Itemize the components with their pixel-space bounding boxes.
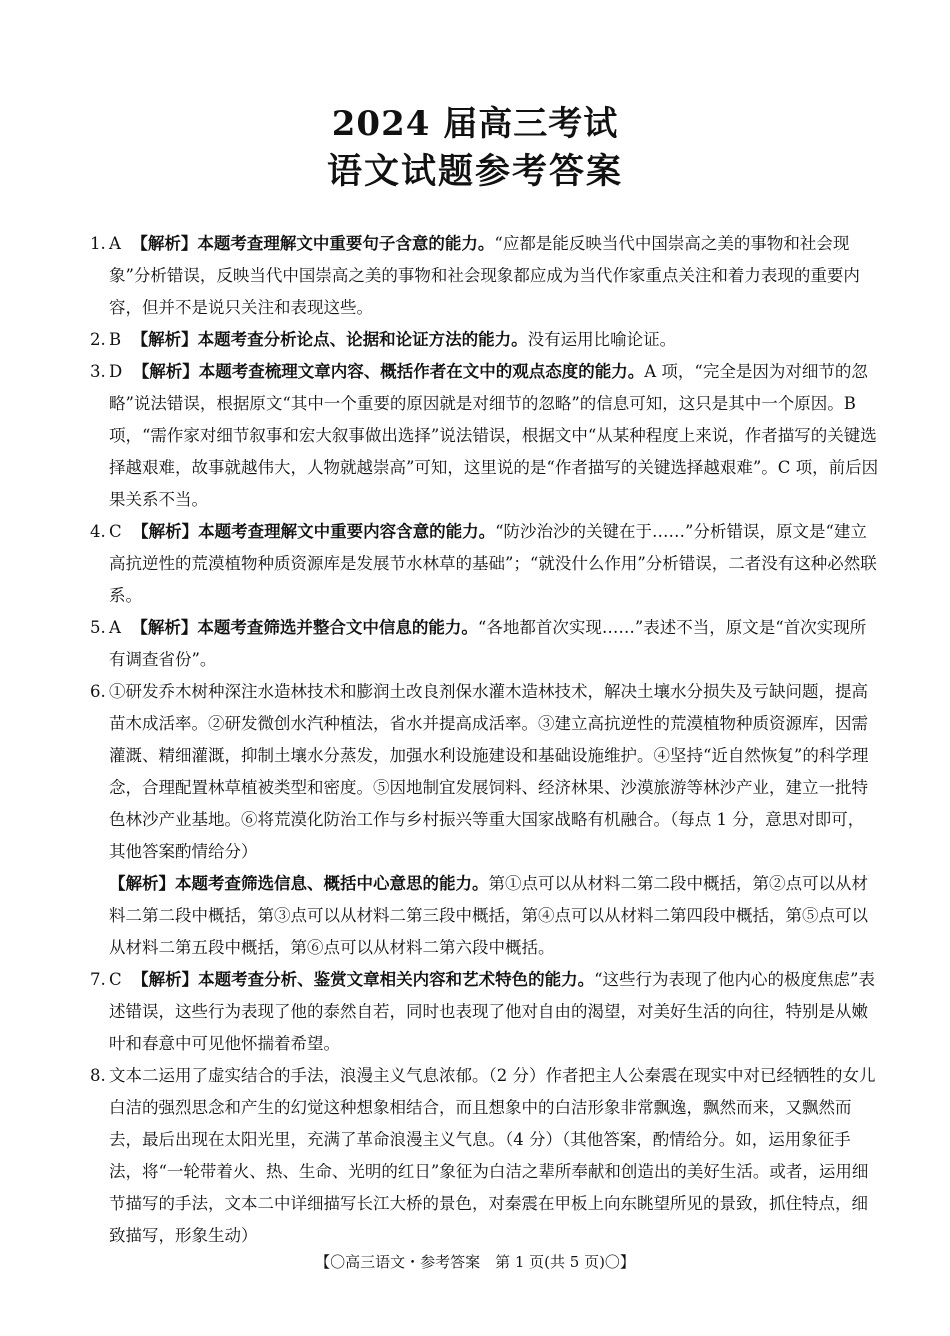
- answer-number: 4.: [90, 522, 106, 541]
- analysis-tag: 【解析】: [132, 970, 199, 989]
- analysis-tag: 【解析】: [131, 330, 198, 349]
- answer-item-6: [90, 676, 880, 868]
- answer-letter: A: [109, 234, 121, 253]
- analysis-tag: 【解析】: [132, 522, 199, 541]
- analysis-focus: 本题考查梳理文章内容、概括作者在文中的观点态度的能力。: [198, 362, 645, 381]
- answer-item-8: [90, 1060, 880, 1252]
- analysis-text: “防沙治沙的关键在于……”分析错误，原文是“建立高抗逆性的荒漠植物种质资源库是发展节水林草的基础”；“就没什么作用”分析错误，二者没有这种必然联系。: [109, 522, 877, 605]
- answer-item-7: [90, 964, 880, 1060]
- answer-letter: B: [109, 330, 122, 349]
- analysis-tag: 【解析】: [132, 362, 199, 381]
- answer-letter: A: [109, 618, 121, 637]
- analysis-tag: 【解析】: [109, 874, 175, 893]
- answer-letter: C: [109, 970, 122, 989]
- page-footer: 【〇高三语文・参考答案 第 1 页(共 5 页)〇】: [315, 1253, 635, 1271]
- answer-letter: C: [109, 522, 122, 541]
- analysis-tag: 【解析】: [131, 618, 198, 637]
- analysis-focus: 本题考查分析、鉴赏文章相关内容和艺术特色的能力。: [198, 970, 595, 989]
- analysis-text: “这些行为表现了他内心的极度焦虑”表述错误，这些行为表现了他的泰然自若，同时也表现了他对自由的渴望，对美好生活的向往，特别是从嫩叶和春意中可见他怀揣着希望。: [109, 970, 875, 1053]
- answer-number: 1.: [90, 234, 106, 253]
- answer-number: 2.: [90, 330, 106, 349]
- answer-number: 7.: [90, 970, 106, 989]
- answer-text: ①研发乔木树种深注水造林技术和膨润土改良剂保水灌木造林技术，解决土壤水分损失及亏缺问题，提高苗木成活率。②研发微创水汽种植法，省水并提高成活率。③建立高抗逆性的荒漠植物种质资源库，因需灌溉、精细灌溉，抑制土壤水分蒸发，加强水利设施建设和基础设施维护。④坚持“近自然恢复”的科学理念，合理配置林草植被类型和密度。⑤因地制宜发展饲料、经济林果、沙漠旅游等林沙产业，建立一批特色林沙产业基地。⑥将荒漠化防治工作与乡村振兴等重大国家战略有机融合。（每点 1 分，意思对即可，其他答案酌情给分）: [109, 682, 869, 861]
- answer-number: 6.: [90, 682, 106, 701]
- analysis-focus: 本题考查理解文中重要句子含意的能力。: [197, 234, 495, 253]
- answer-text: 文本二运用了虚实结合的手法，浪漫主义气息浓郁。（2 分）作者把主人公秦震在现实中对已经牺牲的女儿白洁的强烈思念和产生的幻觉这种想象相结合，而且想象中的白洁形象非常飘逸，飘然而来，又飘然而去，最后出现在太阳光里，充满了革命浪漫主义气息。（4 分）（其他答案，酌情给分。如，运用象征手法，将“一轮带着火、热、生命、光明的红日”象征为白洁之辈所奉献和创造出的美好生活。或者，运用细节描写的手法，文本二中详细描写长江大桥的景色，对秦震在甲板上向东眺望所见的景致，抓住特点，细致描写，形象生动）: [109, 1066, 876, 1245]
- analysis-focus: 本题考查分析论点、论据和论证方法的能力。: [197, 330, 528, 349]
- answer-item-2: [90, 324, 880, 356]
- answer-letter: D: [109, 362, 123, 381]
- analysis-text: “各地都首次实现……”表述不当，原文是“首次实现所有调查省份”。: [109, 618, 867, 669]
- analysis-focus: 本题考查筛选并整合文中信息的能力。: [197, 618, 478, 637]
- answer-number: 3.: [90, 362, 106, 381]
- answer-item-5: [90, 612, 880, 676]
- document-title-line1: 2024 届高三考试: [331, 104, 619, 144]
- answer-number: 5.: [90, 618, 106, 637]
- document-title-line2: 语文试题参考答案: [326, 151, 623, 192]
- answer-item-4: [90, 516, 880, 612]
- analysis-focus: 本题考查理解文中重要内容含意的能力。: [198, 522, 496, 541]
- analysis-text: A 项，“完全是因为对细节的忽略”说法错误，根据原文“其中一个重要的原因就是对细节的忽略”的信息可知，这只是其中一个原因。B 项，“需作家对细节叙事和宏大叙事做出选择”说法错误，根据文中“从某种程度上来说，作者描写的关键选择越艰难，故事就越伟大，人物就越崇高”可知，这里说的是“作者描写的关键选择越艰难”。C 项，前后因果关系不当。: [109, 362, 879, 509]
- analysis-text: 第①点可以从材料二第二段中概括，第②点可以从材料二第二段中概括，第③点可以从材料二第三段中概括，第④点可以从材料二第四段中概括，第⑤点可以从材料二第五段中概括，第⑥点可以从材料二第六段中概括。: [109, 874, 868, 957]
- analysis-text: “应都是能反映当代中国崇高之美的事物和社会现象”分析错误，反映当代中国崇高之美的事物和社会现象都应成为当代作家重点关注和着力表现的重要内容，但并不是说只关注和表现这些。: [109, 234, 860, 317]
- answer-number: 8.: [90, 1066, 106, 1085]
- answer-list: [90, 228, 880, 1252]
- answer-item-1: [90, 228, 880, 324]
- analysis-focus: 本题考查筛选信息、概括中心意思的能力。: [175, 874, 489, 893]
- analysis-text: 没有运用比喻论证。: [527, 330, 677, 349]
- answer-6-analysis: [90, 868, 880, 964]
- answer-item-3: [90, 356, 880, 516]
- analysis-tag: 【解析】: [131, 234, 198, 253]
